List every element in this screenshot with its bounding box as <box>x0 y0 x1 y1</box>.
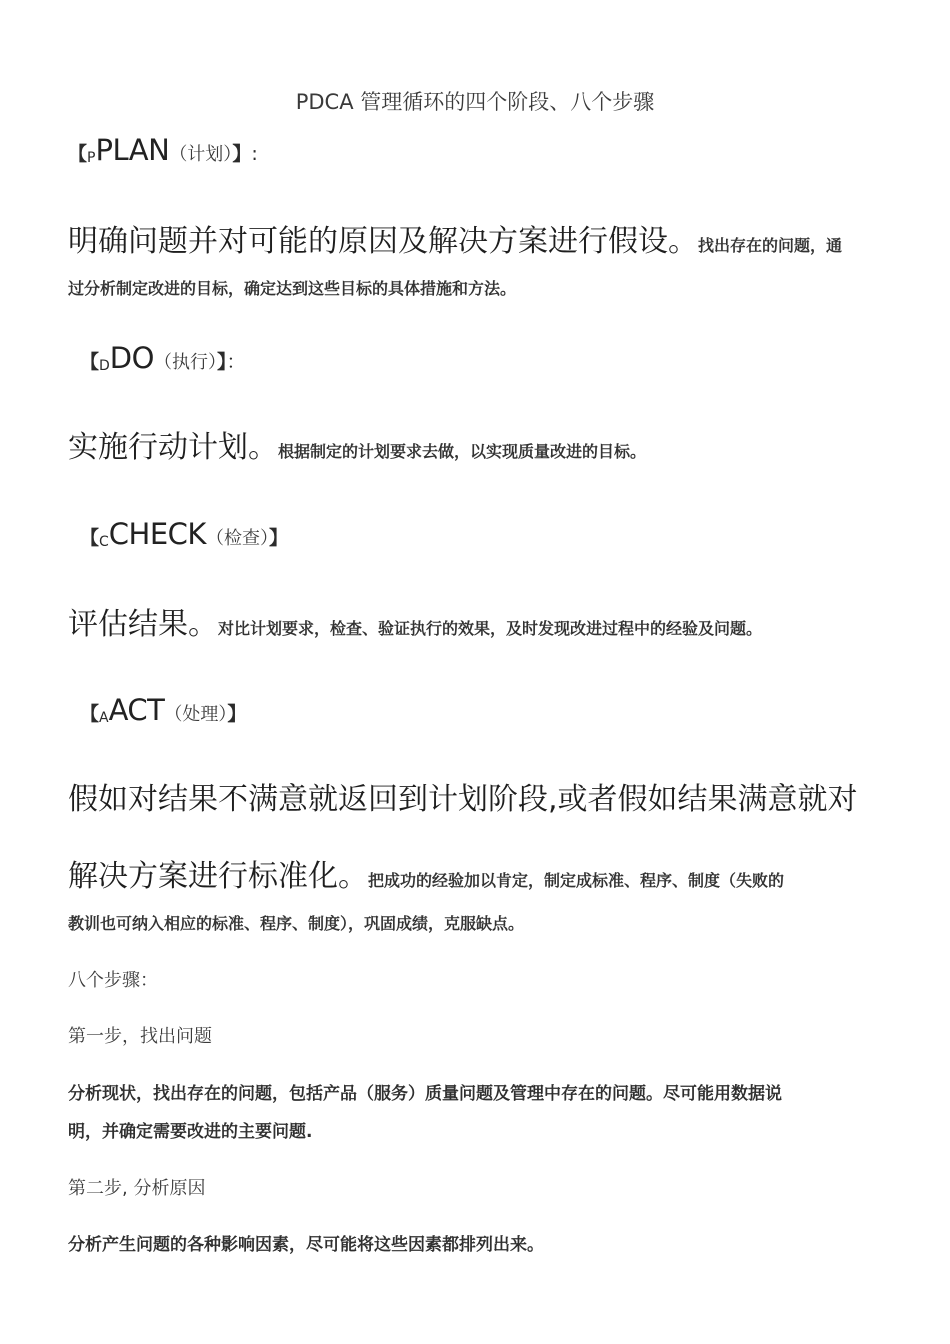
plan-heading <box>68 133 258 173</box>
page-title: PDCA 管理循环的四个阶段、八个步骤 <box>295 90 655 114</box>
do-word: DO <box>109 341 154 375</box>
act-detail-2: 教训也可纳入相应的标准、程序、制度），巩固成绩，克服缺点。 <box>68 914 525 933</box>
step1-text-2: 明，并确定需要改进的主要问题. <box>68 1122 313 1142</box>
do-main-line <box>68 428 646 472</box>
step2-heading: 第二步, 分析原因 <box>68 1178 206 1199</box>
act-main-1: 假如对结果不满意就返回到计划阶段,或者假如结果满意就对 <box>68 782 858 817</box>
plan-main: 明确问题并对可能的原因及解决方案进行假设。 <box>68 224 698 259</box>
check-bracket-open: 【 <box>80 527 100 549</box>
check-main: 评估结果。 <box>68 607 218 642</box>
step1-text-1: 分析现状，找出存在的问题，包括产品（服务）质量问题及管理中存在的问题。尽可能用数据说 <box>68 1084 782 1104</box>
act-main-line-2 <box>68 857 784 901</box>
do-colon: ： <box>226 351 246 373</box>
check-cn: （检查） <box>205 528 269 549</box>
plan-letter: P <box>87 150 96 166</box>
act-bracket-open: 【 <box>80 703 100 725</box>
check-letter: C <box>99 534 109 550</box>
act-bracket-close: 】 <box>227 703 247 725</box>
plan-bracket-open: 【 <box>68 143 88 165</box>
step2-text: 分析产生问题的各种影响因素，尽可能将这些因素都排列出来。 <box>68 1235 544 1255</box>
plan-detail-2: 过分析制定改进的目标，确定达到这些目标的具体措施和方法。 <box>68 279 517 298</box>
act-main-2: 解决方案进行标准化。 <box>68 859 368 894</box>
act-detail-1: 把成功的经验加以肯定，制定成标准、程序、制度（失败的 <box>368 871 785 890</box>
plan-bracket-close: 】 <box>232 143 252 165</box>
do-main: 实施行动计划。 <box>68 430 278 465</box>
do-letter: D <box>99 358 110 374</box>
plan-word: PLAN <box>95 133 170 167</box>
do-detail: 根据制定的计划要求去做，以实现质量改进的目标。 <box>278 442 647 461</box>
step1-heading: 第一步，找出问题 <box>68 1026 212 1047</box>
act-letter: A <box>99 710 109 726</box>
do-heading <box>80 341 246 381</box>
plan-detail-1: 找出存在的问题，通 <box>698 236 843 255</box>
act-heading <box>80 693 246 733</box>
check-detail: 对比计划要求，检查、验证执行的效果，及时发现改进过程中的经验及问题。 <box>218 619 763 638</box>
do-bracket-open: 【 <box>80 351 100 373</box>
plan-cn: （计划） <box>169 144 233 165</box>
check-bracket-close: 】 <box>268 527 288 549</box>
steps-heading: 八个步骤： <box>68 970 158 991</box>
check-heading <box>80 517 288 557</box>
plan-main-line <box>68 222 842 266</box>
check-main-line <box>68 605 762 649</box>
do-bracket-close: 】 <box>216 351 227 373</box>
act-cn: （处理） <box>164 704 228 725</box>
do-cn: （执行） <box>153 352 217 373</box>
check-word: CHECK <box>108 517 206 551</box>
plan-colon: : <box>251 143 258 165</box>
act-word: ACT <box>108 693 165 727</box>
